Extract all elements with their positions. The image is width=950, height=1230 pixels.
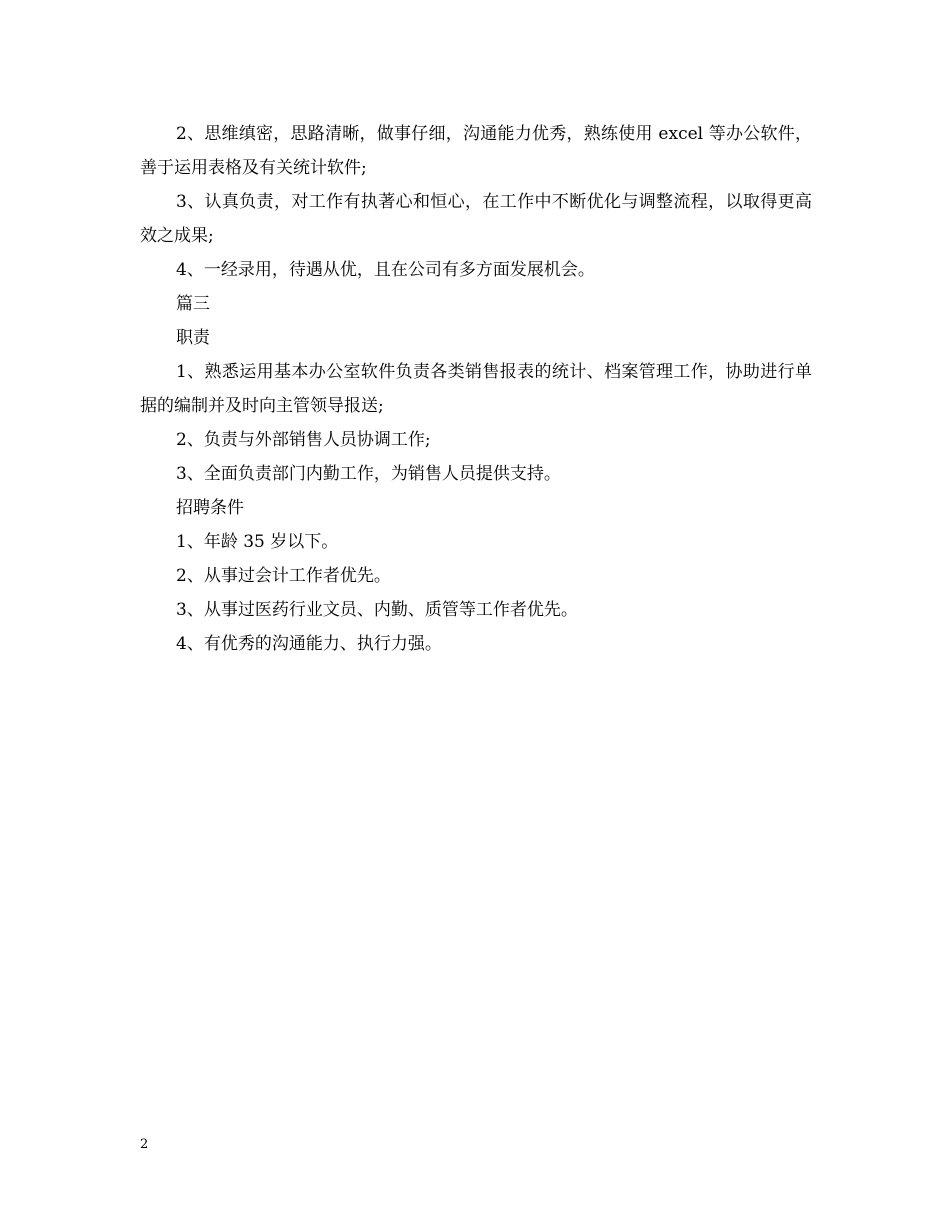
page-number: 2 xyxy=(140,1137,149,1152)
paragraph-condition-2: 2、从事过会计工作者优先。 xyxy=(176,566,391,586)
paragraph-requirement-4: 4、一经录用，待遇从优，且在公司有多方面发展机会。 xyxy=(176,260,595,280)
paragraph-duty-2: 2、负责与外部销售人员协调工作; xyxy=(176,430,431,450)
paragraph-condition-4: 4、有优秀的沟通能力、执行力强。 xyxy=(176,634,442,654)
paragraph-requirement-2: 2、思维缜密，思路清晰，做事仔细，沟通能力优秀，熟练使用 excel 等办公软件，善于运用表格及有关统计软件; xyxy=(140,124,812,178)
paragraph-duty-3: 3、全面负责部门内勤工作，为销售人员提供支持。 xyxy=(176,464,561,484)
section-heading-hiring-conditions: 招聘条件 xyxy=(176,498,244,518)
document-body xyxy=(140,117,812,661)
section-heading-part-three: 篇三 xyxy=(176,294,210,314)
paragraph-duty-1: 1、熟悉运用基本办公室软件负责各类销售报表的统计、档案管理工作，协助进行单据的编制并及时向主管领导报送; xyxy=(140,362,812,416)
section-heading-duties: 职责 xyxy=(176,328,210,348)
paragraph-condition-1: 1、年龄 35 岁以下。 xyxy=(176,532,339,552)
paragraph-requirement-3: 3、认真负责，对工作有执著心和恒心，在工作中不断优化与调整流程，以取得更高效之成果; xyxy=(140,192,812,246)
paragraph-condition-3: 3、从事过医药行业文员、内勤、质管等工作者优先。 xyxy=(176,600,578,620)
